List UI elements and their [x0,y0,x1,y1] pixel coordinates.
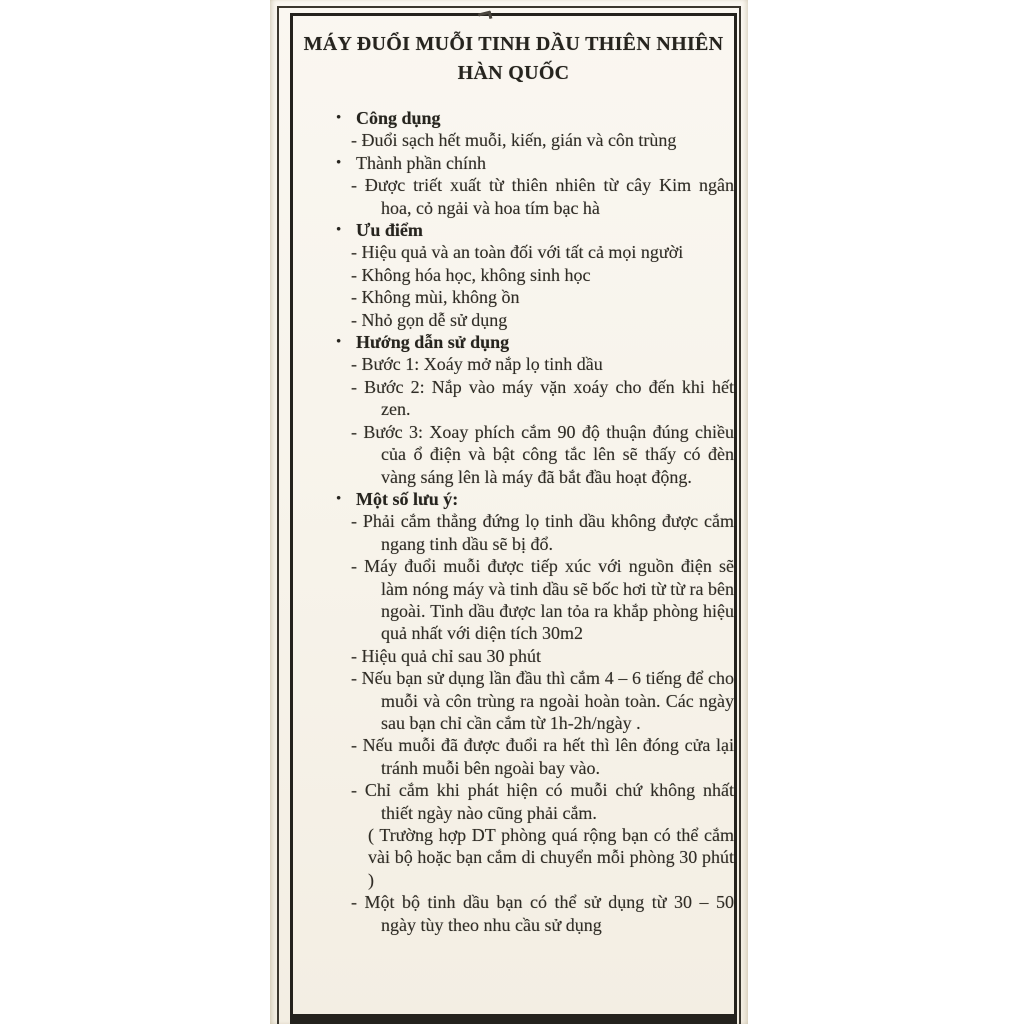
list-item: - Bước 2: Nắp vào máy vặn xoáy cho đến khi hết zen. [351,376,734,420]
list-item: - Không mùi, không ồn [351,287,520,308]
bullet-icon: • [336,154,342,171]
section-heading: Ưu điểm [356,220,423,241]
bullet-icon: • [336,222,342,239]
title-line-1: MÁY ĐUỔI MUỖI TINH DẦU THIÊN NHIÊN [303,33,724,55]
list-item: - Máy đuổi muỗi được tiếp xúc với nguồn điện sẽ làm nóng máy và tinh dầu sẽ bốc hơi từ từ ra bên ngoài. Tinh dầu được lan tỏa ra khắp phòng hiệu quả nhất với diện tích 30m2 [351,556,734,644]
section-mot-so-luu-y [336,488,734,936]
list-item: - Được triết xuất từ thiên nhiên từ cây Kim ngân hoa, cỏ ngải và hoa tím bạc hà [351,175,734,218]
section-heading: Công dụng [356,108,441,128]
section-heading: Hướng dẫn sử dụng [356,332,510,353]
bullet-icon: • [336,110,342,126]
list-item: - Nếu bạn sử dụng lần đầu thì cắm 4 – 6 tiếng để cho muỗi và côn trùng ra ngoài hoàn toàn. Các ngày sau bạn chỉ cần cắm từ 1h-2h/ngày . [351,668,734,733]
list-item: - Nếu muỗi đã được đuổi ra hết thì lên đóng cửa lại tránh muỗi bên ngoài bay vào. [351,735,734,778]
bullet-icon: • [336,490,342,507]
list-item: - Bước 3: Xoay phích cắm 90 độ thuận đúng chiều của ổ điện và bật công tắc lên sẽ thấy có đèn vàng sáng lên là máy đã bắt đầu hoạt động. [351,421,734,487]
list-item: - Chỉ cắm khi phát hiện có muỗi chứ không nhất thiết ngày nào cũng phải cắm. [351,780,734,823]
list-item: - Hiệu quả chỉ sau 30 phút [351,645,541,666]
list-item: - Bước 1: Xoáy mở nắp lọ tinh dầu [351,354,603,375]
section-cong-dung [336,107,734,152]
section-uu-diem [336,219,734,331]
section-thanh-phan-chinh [336,152,734,219]
list-item: - Phải cắm thẳng đứng lọ tinh dầu không được cắm ngang tinh dầu sẽ bị đổ. [351,511,734,554]
section-heading: Một số lưu ý: [356,488,459,509]
list-item-note: ( Trường hợp DT phòng quá rộng bạn có thể cắm vài bộ hoặc bạn cắm di chuyển mỗi phòng 30 phút ) [368,825,734,890]
document-title [292,30,735,88]
document-body [336,107,734,936]
list-item: - Không hóa học, không sinh học [351,264,591,285]
list-item: - Đuổi sạch hết muỗi, kiến, gián và côn trùng [351,130,677,151]
title-line-2: HÀN QUỐC [457,62,570,84]
list-item: - Hiệu quả và an toàn đối với tất cả mọi người [351,242,684,263]
bullet-icon: • [336,334,342,351]
section-huong-dan-su-dung [336,331,734,488]
section-heading: Thành phần chính [356,152,486,173]
list-item: - Nhỏ gọn dễ sử dụng [351,309,508,330]
list-item: - Một bộ tinh dầu bạn có thể sử dụng từ 30 – 50 ngày tùy theo nhu cầu sử dụng [351,892,734,935]
